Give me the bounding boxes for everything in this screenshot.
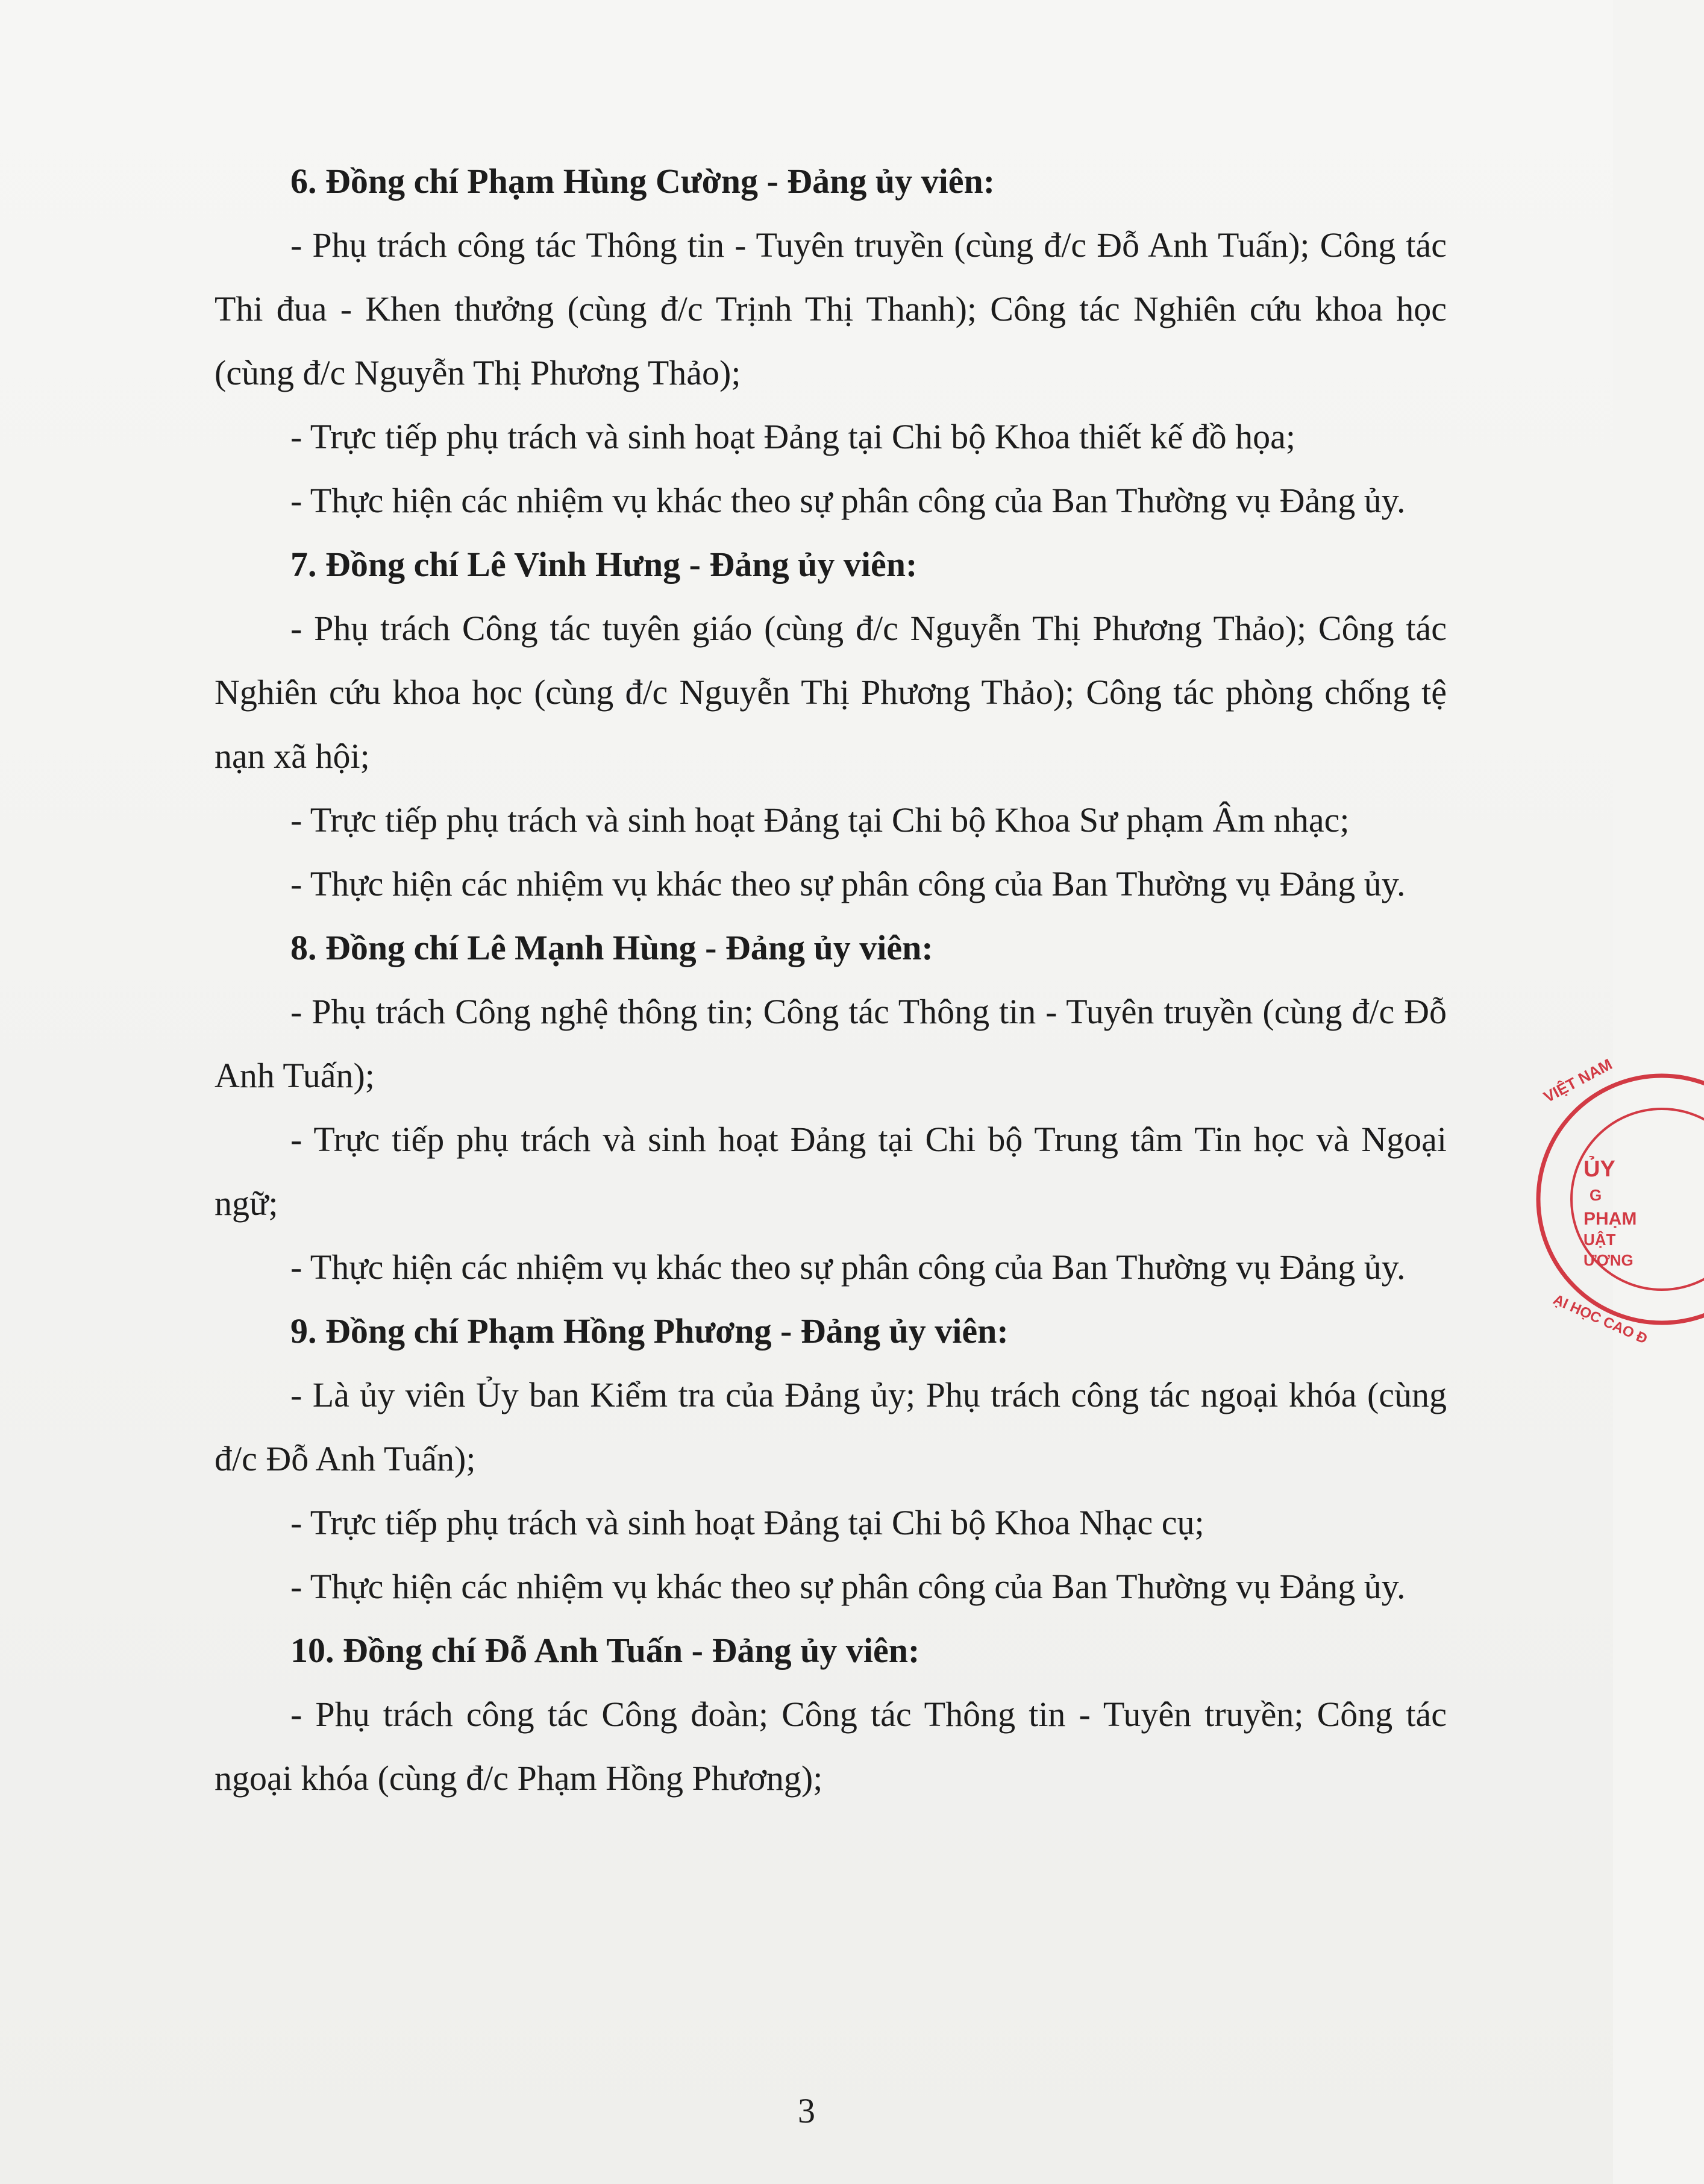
section-item: - Thực hiện các nhiệm vụ khác theo sự phân công của Ban Thường vụ Đảng ủy. <box>290 1567 1406 1606</box>
section-9 <box>215 1299 1447 1619</box>
seal-text: UẬT <box>1583 1231 1616 1249</box>
section-7 <box>215 533 1447 916</box>
section-heading: 9. Đồng chí Phạm Hồng Phương - Đảng ủy viên: <box>290 1311 1009 1351</box>
seal-text: ƯƠNG <box>1583 1251 1634 1269</box>
section-6 <box>215 149 1447 533</box>
section-item: - Thực hiện các nhiệm vụ khác theo sự phân công của Ban Thường vụ Đảng ủy. <box>290 481 1406 520</box>
section-8 <box>215 916 1447 1299</box>
section-item: - Thực hiện các nhiệm vụ khác theo sự phân công của Ban Thường vụ Đảng ủy. <box>290 864 1406 903</box>
section-item: - Là ủy viên Ủy ban Kiểm tra của Đảng ủy; Phụ trách công tác ngoại khóa (cùng đ/c Đỗ Anh Tuấn); <box>215 1375 1447 1478</box>
seal-text: VIỆT NAM <box>1540 1055 1615 1106</box>
section-heading: 6. Đồng chí Phạm Hùng Cường - Đảng ủy viên: <box>290 162 995 201</box>
seal-outer-ring <box>1538 1076 1704 1323</box>
section-item: - Trực tiếp phụ trách và sinh hoạt Đảng tại Chi bộ Khoa thiết kế đồ họa; <box>290 417 1296 456</box>
section-heading: 8. Đồng chí Lê Mạnh Hùng - Đảng ủy viên: <box>290 928 933 967</box>
seal-graphic <box>1523 1055 1704 1348</box>
seal-text: G <box>1590 1186 1602 1204</box>
official-seal-stamp <box>1523 1055 1704 1348</box>
section-item: - Thực hiện các nhiệm vụ khác theo sự phân công của Ban Thường vụ Đảng ủy. <box>290 1247 1406 1287</box>
section-item: - Trực tiếp phụ trách và sinh hoạt Đảng tại Chi bộ Khoa Nhạc cụ; <box>290 1503 1204 1542</box>
section-item: - Phụ trách công tác Công đoàn; Công tác Thông tin - Tuyên truyền; Công tác ngoại khóa (cùng đ/c Phạm Hồng Phương); <box>215 1695 1447 1798</box>
section-heading: 7. Đồng chí Lê Vinh Hưng - Đảng ủy viên: <box>290 545 918 584</box>
seal-text: ỦY <box>1583 1156 1615 1182</box>
section-item: - Phụ trách Công nghệ thông tin; Công tác Thông tin - Tuyên truyền (cùng đ/c Đỗ Anh Tuấn); <box>215 992 1447 1095</box>
section-item: - Phụ trách Công tác tuyên giáo (cùng đ/c Nguyễn Thị Phương Thảo); Công tác Nghiên cứu khoa học (cùng đ/c Nguyễn Thị Phương Thảo); Công tác phòng chống tệ nạn xã hội; <box>215 609 1447 776</box>
seal-text: ẠI HỌC CAO Đ <box>1550 1291 1650 1348</box>
document-body <box>215 149 1447 1810</box>
seal-text: PHẠM <box>1583 1209 1637 1229</box>
section-item: - Trực tiếp phụ trách và sinh hoạt Đảng tại Chi bộ Trung tâm Tin học và Ngoại ngữ; <box>215 1120 1447 1223</box>
section-heading: 10. Đồng chí Đỗ Anh Tuấn - Đảng ủy viên: <box>290 1631 920 1670</box>
section-10 <box>215 1619 1447 1810</box>
section-item: - Trực tiếp phụ trách và sinh hoạt Đảng tại Chi bộ Khoa Sư phạm Âm nhạc; <box>290 800 1350 839</box>
page-number: 3 <box>798 2091 815 2130</box>
section-item: - Phụ trách công tác Thông tin - Tuyên truyền (cùng đ/c Đỗ Anh Tuấn); Công tác Thi đua - Khen thưởng (cùng đ/c Trịnh Thị Thanh); Công tác Nghiên cứu khoa học (cùng đ/c Nguyễn Thị Phương Thảo); <box>215 225 1447 392</box>
